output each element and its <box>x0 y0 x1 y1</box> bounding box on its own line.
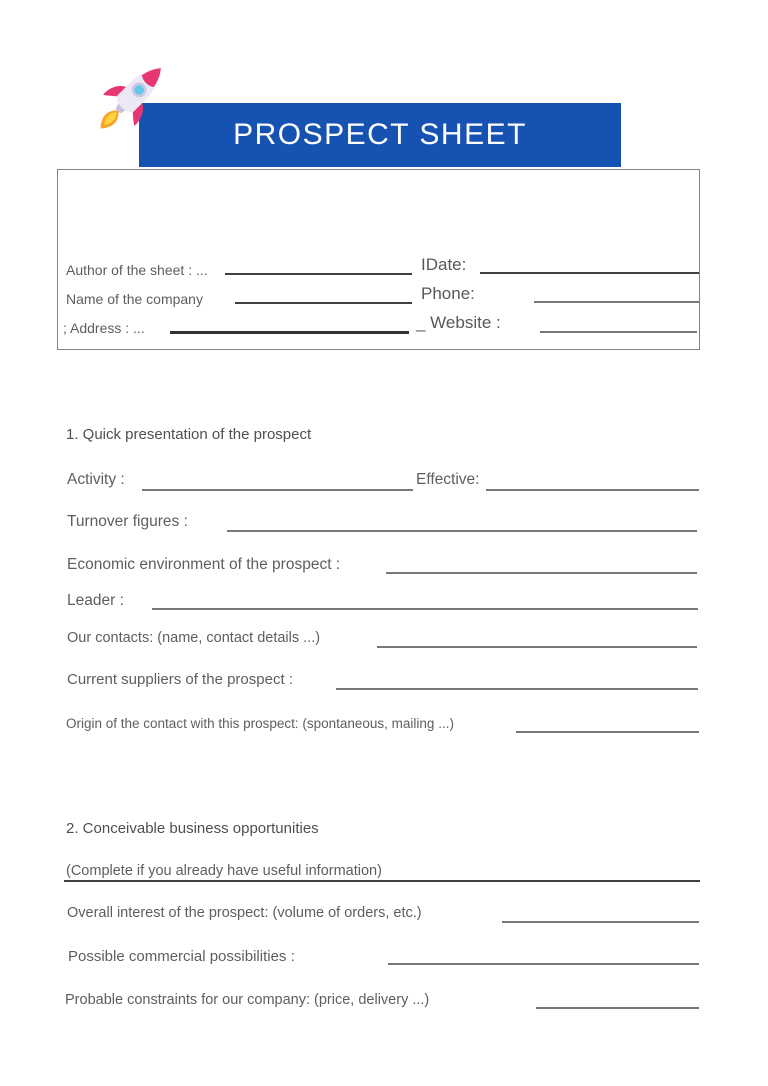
effective-label: Effective: <box>416 471 480 488</box>
activity-field-line[interactable] <box>142 489 413 491</box>
turnover-label: Turnover figures : <box>67 513 188 530</box>
origin-of-contact-label: Origin of the contact with this prospect: (spontaneous, mailing ...) <box>66 716 454 731</box>
address-field-line[interactable] <box>170 331 409 334</box>
economic-environment-field-line[interactable] <box>386 572 697 574</box>
date-field-line[interactable] <box>480 272 699 274</box>
turnover-field-line[interactable] <box>227 530 697 532</box>
our-contacts-label: Our contacts: (name, contact details ...) <box>67 630 321 646</box>
section2-note-field-line[interactable] <box>64 880 700 882</box>
economic-environment-label: Economic environment of the prospect : <box>67 556 341 573</box>
overall-interest-label: Overall interest of the prospect: (volume of orders, etc.) <box>67 905 422 921</box>
rocket-icon <box>87 52 175 144</box>
phone-label: Phone: <box>421 284 475 303</box>
date-label: IDate: <box>421 255 467 274</box>
website-field-line[interactable] <box>540 331 697 333</box>
page-title: PROSPECT SHEET <box>233 118 527 151</box>
effective-field-line[interactable] <box>486 489 699 491</box>
current-suppliers-field-line[interactable] <box>336 688 698 690</box>
header-banner <box>139 103 621 167</box>
leader-field-line[interactable] <box>152 608 698 610</box>
origin-of-contact-field-line[interactable] <box>516 731 699 733</box>
company-name-field-line[interactable] <box>235 302 412 304</box>
overall-interest-field-line[interactable] <box>502 921 699 923</box>
leader-label: Leader : <box>67 592 124 609</box>
our-contacts-field-line[interactable] <box>377 646 697 648</box>
probable-constraints-label: Probable constraints for our company: (price, delivery ...) <box>65 992 430 1008</box>
commercial-possibilities-field-line[interactable] <box>388 963 699 965</box>
section2-title: 2. Conceivable business opportunities <box>66 820 319 837</box>
address-label: ; Address : ... <box>63 320 145 336</box>
company-name-label: Name of the company <box>66 291 203 307</box>
current-suppliers-label: Current suppliers of the prospect : <box>67 671 293 688</box>
probable-constraints-field-line[interactable] <box>536 1007 699 1009</box>
section1-title: 1. Quick presentation of the prospect <box>66 426 312 443</box>
website-label: _ Website : <box>416 313 501 332</box>
section2-note: (Complete if you already have useful information) <box>66 863 382 879</box>
commercial-possibilities-label: Possible commercial possibilities : <box>68 948 295 965</box>
author-label: Author of the sheet : ... <box>66 262 208 278</box>
company-info-box <box>57 169 700 350</box>
author-field-line[interactable] <box>225 273 412 275</box>
phone-field-line[interactable] <box>534 301 699 303</box>
activity-label: Activity : <box>67 471 125 488</box>
